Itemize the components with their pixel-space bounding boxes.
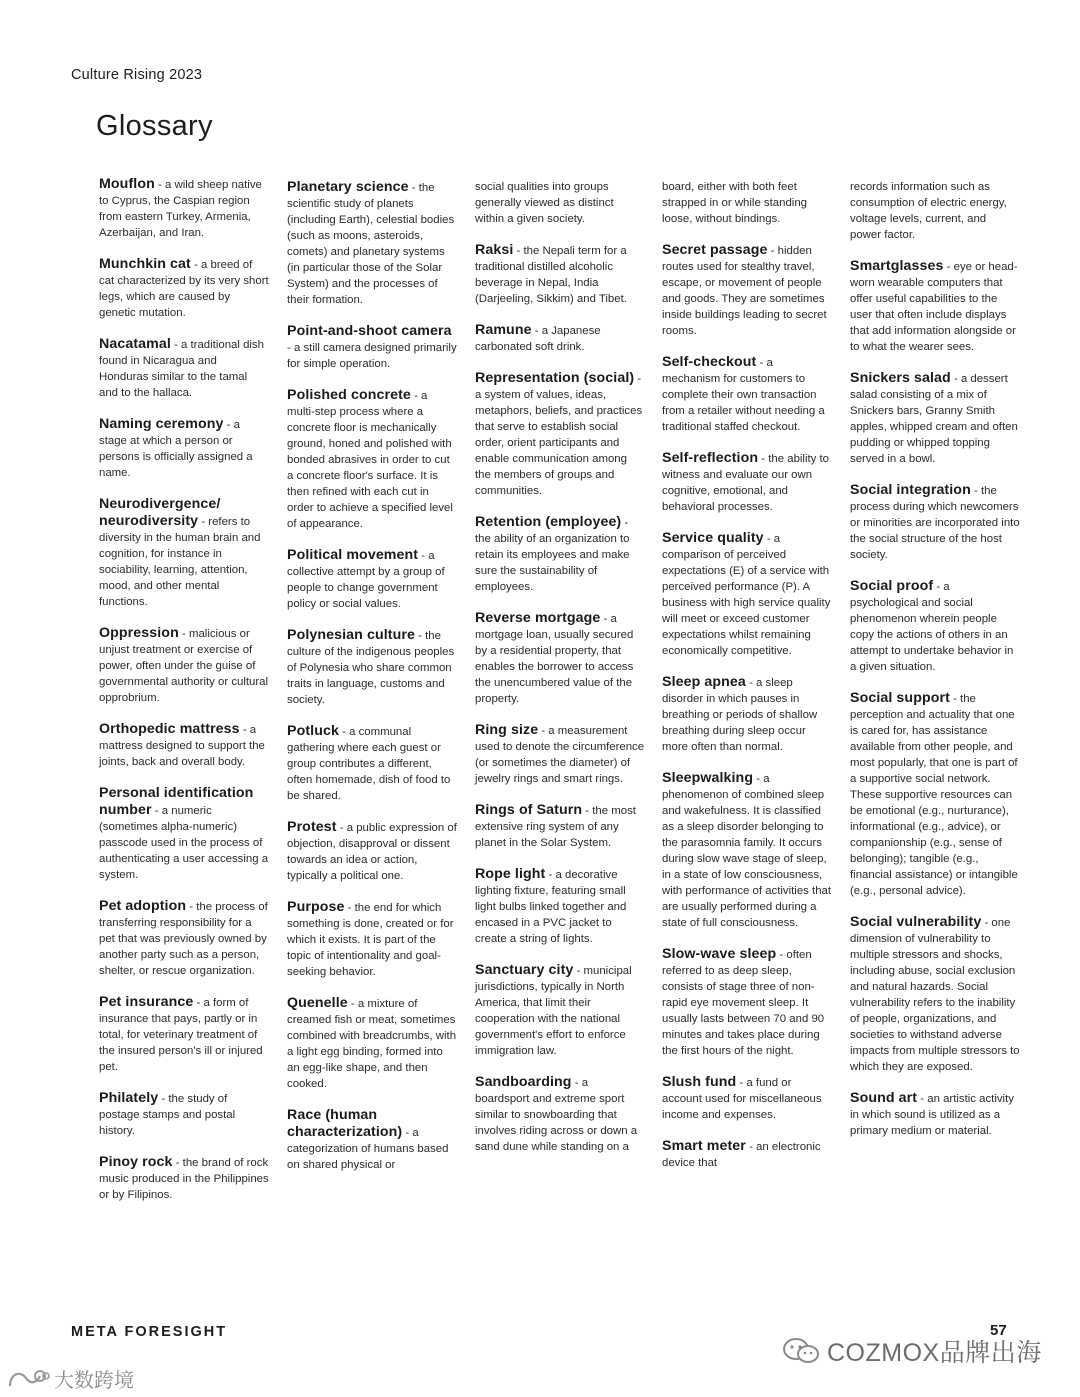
- glossary-term: Smart meter: [662, 1138, 746, 1154]
- glossary-definition: - the process of transferring responsibility for a pet that was previously owned by another party such as a person, shelter, or rescue organization.: [99, 901, 268, 977]
- glossary-entry: [662, 354, 832, 435]
- glossary-term: Social vulnerability: [850, 914, 982, 930]
- brand-logo-icon: [6, 1366, 50, 1392]
- glossary-definition: - one dimension of vulnerability to multiple stressors and shocks, including abuse, social exclusion and natural hazards. Social vulnerability refers to the inability of people, organizations, and societies to withstand adverse impacts from multiple stressors to which they are exposed.: [850, 917, 1020, 1073]
- glossary-entry: [475, 370, 645, 499]
- glossary-entry: [99, 994, 269, 1075]
- glossary-definition: - eye or head-worn wearable computers that offer useful capabilities to the user that often include displays that add information alongside or to what the wearer sees.: [850, 261, 1018, 353]
- glossary-entry: [475, 962, 645, 1059]
- glossary-definition: - the culture of the indigenous peoples of Polynesia who share common traits in language, customs and society.: [287, 630, 455, 706]
- glossary-definition: - the process during which newcomers or minorities are incorporated into the social structure of the host society.: [850, 485, 1020, 561]
- glossary-definition: - a stage at which a person or persons is officially assigned a name.: [99, 419, 253, 479]
- glossary-term: Purpose: [287, 899, 345, 915]
- glossary-term: Naming ceremony: [99, 416, 224, 432]
- glossary-term: Mouflon: [99, 176, 155, 192]
- glossary-term: Sleepwalking: [662, 770, 754, 786]
- glossary-definition: - a mortgage loan, usually secured by a residential property, that enables the borrower to access the unencumbered value of the property.: [475, 613, 634, 705]
- glossary-entry: [475, 514, 645, 595]
- glossary-continuation: social qualities into groups generally viewed as distinct within a given society.: [475, 181, 614, 225]
- page-title: Glossary: [96, 110, 213, 142]
- glossary-definition: - a mixture of creamed fish or meat, sometimes combined with breadcrumbs, with a light egg binding, formed into an egg-like shape, and then cooked.: [287, 998, 457, 1090]
- glossary-column-1: [99, 176, 269, 1218]
- watermark-right: [781, 1333, 1042, 1369]
- glossary-definition: - a wild sheep native to Cyprus, the Caspian region from eastern Turkey, Armenia, Azerbaijan, and Iran.: [99, 179, 262, 239]
- glossary-definition: - a dessert salad consisting of a mix of Snickers bars, Granny Smith apples, whipped cream and often pudding or whipped topping served in a bowl.: [850, 373, 1018, 465]
- glossary-term: Point-and-shoot camera: [287, 323, 452, 339]
- glossary-term: Smartglasses: [850, 258, 944, 274]
- glossary-definition: - the study of postage stamps and postal history.: [99, 1093, 236, 1137]
- glossary-term: Social proof: [850, 578, 934, 594]
- glossary-term: Munchkin cat: [99, 256, 191, 272]
- glossary-definition: - a collective attempt by a group of people to change government policy or social values.: [287, 550, 445, 610]
- glossary-term: Slush fund: [662, 1074, 737, 1090]
- glossary-entry: [99, 336, 269, 401]
- glossary-entry: [99, 496, 269, 610]
- glossary-term: Orthopedic mattress: [99, 721, 240, 737]
- glossary-definition: - municipal jurisdictions, typically in North America, that limit their cooperation with the national government's effort to enforce immigration law.: [475, 965, 632, 1057]
- glossary-entry: [287, 899, 457, 980]
- glossary-term: Potluck: [287, 723, 339, 739]
- glossary-entry: [287, 995, 457, 1092]
- glossary-term: Reverse mortgage: [475, 610, 601, 626]
- glossary-term: Pinoy rock: [99, 1154, 173, 1170]
- watermark-left-text: 大数跨境: [54, 1370, 134, 1392]
- glossary-term: Sleep apnea: [662, 674, 746, 690]
- glossary-term: Sound art: [850, 1090, 918, 1106]
- glossary-definition: - a phenomenon of combined sleep and wakefulness. It is classified as a sleep disorder belonging to the parasomnia family. It occurs during slow wave stage of sleep, in a state of low consciousness, with performance of activities that are usually performed during a state of full consciousness.: [662, 773, 832, 929]
- glossary-term: Self-checkout: [662, 354, 757, 370]
- chat-bubble-icon: [781, 1336, 821, 1366]
- glossary-definition: - a fund or account used for miscellaneous income and expenses.: [662, 1077, 822, 1121]
- glossary-entry: [662, 770, 832, 931]
- glossary-term: Retention (employee): [475, 514, 622, 530]
- glossary-definition: - a decorative lighting fixture, featuring small light bulbs linked together and encased in a PVC jacket to create a string of lights.: [475, 869, 627, 945]
- glossary-term: Social integration: [850, 482, 971, 498]
- glossary-entry: [662, 1138, 832, 1171]
- glossary-entry: [99, 416, 269, 481]
- glossary-column-3: [475, 176, 645, 1170]
- glossary-entry: [287, 627, 457, 708]
- glossary-term: Neurodivergence/ neurodiversity: [99, 496, 221, 529]
- glossary-definition: - the brand of rock music produced in the Philippines or by Filipinos.: [99, 1157, 269, 1201]
- glossary-entry: [287, 819, 457, 884]
- glossary-definition: - a psychological and social phenomenon wherein people copy the actions of others in an attempt to undertake behavior in a given situation.: [850, 581, 1014, 673]
- glossary-column-4: [662, 176, 832, 1186]
- glossary-definition: - a form of insurance that pays, partly or in total, for veterinary treatment of the insured person's ill or injured pet.: [99, 997, 263, 1073]
- glossary-term: Quenelle: [287, 995, 348, 1011]
- glossary-definition: - the ability to witness and evaluate our own cognitive, emotional, and behavioral processes.: [662, 453, 830, 513]
- glossary-definition: - a public expression of objection, disapproval or dissent towards an idea or action, typically a political one.: [287, 822, 457, 882]
- glossary-entry: [99, 898, 269, 979]
- glossary-entry: [287, 547, 457, 612]
- glossary-definition: - a breed of cat characterized by its very short legs, which are caused by genetic mutation.: [99, 259, 269, 319]
- glossary-entry: [99, 1154, 269, 1203]
- glossary-entry: [850, 258, 1020, 355]
- glossary-definition: - a mattress designed to support the joints, back and overall body.: [99, 724, 265, 768]
- glossary-entry: [662, 242, 832, 339]
- glossary-definition: - refers to diversity in the human brain and cognition, for instance in sociability, learning, attention, mood, and other mental functions.: [99, 516, 261, 608]
- glossary-entry: [475, 610, 645, 707]
- glossary-definition: - the ability of an organization to retain its employees and make sure the sustainability of employees.: [475, 517, 630, 593]
- glossary-term: Nacatamal: [99, 336, 171, 352]
- glossary-term: Protest: [287, 819, 337, 835]
- glossary-term: Slow-wave sleep: [662, 946, 777, 962]
- glossary-term: Self-reflection: [662, 450, 759, 466]
- glossary-definition: - the most extensive ring system of any planet in the Solar System.: [475, 805, 636, 849]
- glossary-entry: [850, 690, 1020, 899]
- glossary-definition: - hidden routes used for stealthy travel, escape, or movement of people and goods. They are sometimes inside buildings leading to secret rooms.: [662, 245, 827, 337]
- glossary-entry: [475, 242, 645, 307]
- glossary-definition: - the perception and actuality that one is cared for, has assistance available from other people, and most popularly, that one is part of a supportive social network. These supportive resources can be emotional (e.g., nurturance), informational (e.g., advice), or companionship (e.g., sense of belonging); tangible (e.g., financial assistance) or intangible (e.g., personal advice).: [850, 693, 1018, 897]
- glossary-entry: [850, 578, 1020, 675]
- glossary-term: Raksi: [475, 242, 514, 258]
- glossary-definition: - a numeric (sometimes alpha-numeric) passcode used in the process of authenticating a user accessing a system.: [99, 805, 269, 881]
- glossary-definition: - a still camera designed primarily for simple operation.: [287, 342, 457, 370]
- glossary-definition: - a mechanism for customers to complete their own transaction from a retailer without needing a traditional staffed checkout.: [662, 357, 825, 433]
- glossary-entry: [287, 323, 457, 372]
- glossary-term: Snickers salad: [850, 370, 951, 386]
- glossary-term: Ring size: [475, 722, 539, 738]
- glossary-entry: [662, 674, 832, 755]
- glossary-entry: [287, 1107, 457, 1173]
- glossary-definition: - malicious or unjust treatment or exercise of power, often under the guise of governmental authority or cultural opprobrium.: [99, 628, 269, 704]
- glossary-term: Political movement: [287, 547, 419, 563]
- glossary-entry: [662, 946, 832, 1059]
- glossary-entry: [287, 723, 457, 804]
- glossary-term: Sandboarding: [475, 1074, 572, 1090]
- footer-brand: META FORESIGHT: [71, 1324, 228, 1340]
- glossary-entry: [475, 802, 645, 851]
- glossary-term: Personal identification number: [99, 785, 254, 818]
- glossary-term: Pet insurance: [99, 994, 194, 1010]
- glossary-continuation: board, either with both feet strapped in or while standing loose, without bindings.: [662, 181, 808, 225]
- glossary-definition: - a Japanese carbonated soft drink.: [475, 325, 601, 353]
- glossary-entry: [99, 721, 269, 770]
- glossary-definition: - the scientific study of planets (including Earth), celestial bodies (such as moons, asteroids, comets) and planetary systems (in particular those of the Solar System) and the processes of their formation.: [287, 182, 455, 306]
- glossary-term: Secret passage: [662, 242, 768, 258]
- glossary-term: Rope light: [475, 866, 546, 882]
- glossary-entry: [475, 722, 645, 787]
- glossary-entry: [287, 179, 457, 308]
- glossary-entry: [662, 450, 832, 515]
- glossary-definition: - a measurement used to denote the circumference (or sometimes the diameter) of jewelry rings and smart rings.: [475, 725, 645, 785]
- glossary-entry: [475, 322, 645, 355]
- glossary-term: Polynesian culture: [287, 627, 415, 643]
- glossary-term: Race (human characterization): [287, 1107, 403, 1140]
- glossary-definition: - a multi-step process where a concrete floor is mechanically ground, honed and polished with bonded abrasives in order to cut a concrete floor's surface. It is then refined with each cut in order to achieve a specified level of appearance.: [287, 390, 453, 530]
- glossary-entry: [475, 1074, 645, 1155]
- glossary-definition: - the end for which something is done, created or for which it exists. It is part of the topic of intentionality and goal-seeking behavior.: [287, 902, 454, 978]
- glossary-definition: - the Nepali term for a traditional distilled alcoholic beverage in Nepal, India (Darjeeling, Sikkim) and Tibet.: [475, 245, 627, 305]
- glossary-definition: - a boardsport and extreme sport similar to snowboarding that involves riding across or down a sand dune while standing on a: [475, 1077, 638, 1153]
- glossary-definition: - a categorization of humans based on shared physical or: [287, 1127, 449, 1171]
- report-title: Culture Rising 2023: [71, 67, 203, 83]
- glossary-column-2: [287, 176, 457, 1188]
- watermark-left: [6, 1364, 134, 1393]
- glossary-definition: - a sleep disorder in which pauses in breathing or periods of shallow breathing during sleep occur more often than normal.: [662, 677, 818, 753]
- glossary-entry: [475, 866, 645, 947]
- glossary-definition: - a system of values, ideas, metaphors, beliefs, and practices that serve to establish social order, orient participants and enable communication among the members of groups and communities.: [475, 373, 643, 497]
- glossary-entry: [99, 176, 269, 241]
- glossary-entry: [850, 1090, 1020, 1139]
- glossary-entry: [99, 785, 269, 883]
- glossary-term: Representation (social): [475, 370, 635, 386]
- glossary-definition: - a comparison of perceived expectations (E) of a service with perceived performance (P). A business with high service quality will meet or exceed customer expectations whilst remaining economically competitive.: [662, 533, 831, 657]
- glossary-definition: - a traditional dish found in Nicaragua and Honduras similar to the tamal and to the hallaca.: [99, 339, 264, 399]
- glossary-definition: - an artistic activity in which sound is utilized as a primary medium or material.: [850, 1093, 1014, 1137]
- glossary-continuation: records information such as consumption of electric energy, voltage levels, current, and power factor.: [850, 181, 1007, 241]
- glossary-term: Planetary science: [287, 179, 409, 195]
- glossary-entry: [850, 914, 1020, 1075]
- glossary-term: Sanctuary city: [475, 962, 574, 978]
- watermark-right-text: COZMOX品牌出海: [827, 1339, 1042, 1367]
- glossary-term: Oppression: [99, 625, 179, 641]
- glossary-definition: - a communal gathering where each guest or group contributes a different, often homemade, dish of food to be shared.: [287, 726, 451, 802]
- page-number: 57: [990, 1322, 1007, 1339]
- glossary-term: Polished concrete: [287, 387, 411, 403]
- glossary-term: Philately: [99, 1090, 159, 1106]
- glossary-term: Ramune: [475, 322, 532, 338]
- glossary-entry: [850, 482, 1020, 563]
- glossary-definition: - often referred to as deep sleep, consists of stage three of non-rapid eye movement sleep. It usually lasts between 70 and 90 minutes and takes place during the first hours of the night.: [662, 949, 825, 1057]
- glossary-entry: [662, 530, 832, 659]
- glossary-entry: [850, 370, 1020, 467]
- glossary-entry: [99, 1090, 269, 1139]
- glossary-entry: [662, 1074, 832, 1123]
- glossary-term: Social support: [850, 690, 950, 706]
- glossary-column-5: [850, 176, 1020, 1154]
- glossary-term: Pet adoption: [99, 898, 187, 914]
- glossary-definition: - an electronic device that: [662, 1141, 821, 1169]
- glossary-entry: [99, 625, 269, 706]
- glossary-term: Service quality: [662, 530, 764, 546]
- glossary-term: Rings of Saturn: [475, 802, 583, 818]
- glossary-entry: [99, 256, 269, 321]
- glossary-entry: [287, 387, 457, 532]
